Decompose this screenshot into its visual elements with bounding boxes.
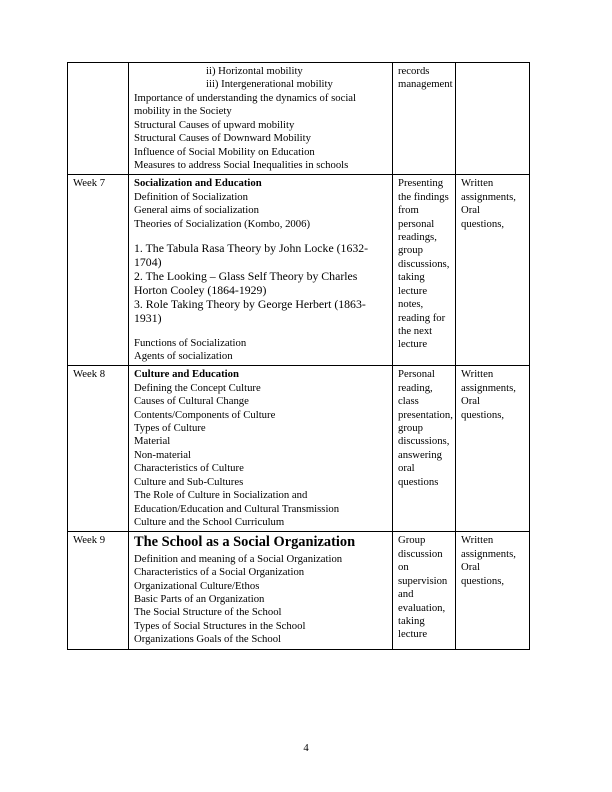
assessment-cell <box>456 175 530 366</box>
topic-cell <box>129 63 393 175</box>
week-label: Week 7 <box>73 177 106 190</box>
topic-heading: Culture and Education <box>134 368 239 381</box>
topic-line: iii) Intergenerational mobility <box>206 78 333 91</box>
activities-text: Personal reading, class presentation, group discussions, answering oral questions <box>398 368 453 488</box>
topic-line: Structural Causes of upward mobility <box>134 118 295 131</box>
activities-text: Group discussion on supervision and evaluation, taking lecture <box>398 534 448 641</box>
assessment-text: Written assignments, Oral questions, <box>461 177 516 230</box>
topic-cell <box>129 366 393 532</box>
theory-item: 3. Role Taking Theory by George Herbert (1863-1931) <box>134 296 366 325</box>
topic-line: Measures to address Social Inequalities in schools <box>134 158 349 171</box>
topic-line: Importance of understanding the dynamics of social mobility in the Society <box>134 91 359 118</box>
topic-line: Culture and the School Curriculum <box>134 515 285 528</box>
activities-cell <box>393 63 456 175</box>
topic-line: Functions of Socialization <box>134 336 247 349</box>
topic-line: Characteristics of a Social Organization <box>134 566 305 579</box>
assessment-cell <box>456 366 530 532</box>
assessment-text: Written assignments, Oral questions, <box>461 534 516 587</box>
topic-line: Culture and Sub-Cultures <box>134 475 244 488</box>
week-cell <box>68 366 129 532</box>
topic-line: Types of Culture <box>134 422 206 435</box>
activities-cell <box>393 366 456 532</box>
topic-line: Types of Social Structures in the School <box>134 619 306 632</box>
topic-line: The Role of Culture in Socialization and Education/Education and Cultural Transmission <box>134 489 340 515</box>
week-cell <box>68 175 129 366</box>
table-row <box>68 366 530 532</box>
page-number: 4 <box>303 742 309 754</box>
topic-line: Definition of Socialization <box>134 190 248 203</box>
activities-cell <box>393 532 456 649</box>
assessment-text: Written assignments, Oral questions, <box>461 368 516 421</box>
activities-cell <box>393 175 456 366</box>
topic-line: Defining the Concept Culture <box>134 381 261 394</box>
topic-line: Organizational Culture/Ethos <box>134 579 260 592</box>
week-label: Week 9 <box>73 534 106 547</box>
topic-line: ii) Horizontal mobility <box>206 65 303 77</box>
week-cell <box>68 532 129 649</box>
topic-heading: The School as a Social Organization <box>134 534 356 551</box>
table-row <box>68 63 530 175</box>
theory-item: 1. The Tabula Rasa Theory by John Locke (1632-1704) <box>134 241 369 269</box>
topic-line: Agents of socialization <box>134 349 233 362</box>
topic-line: Contents/Components of Culture <box>134 408 276 421</box>
topic-line: General aims of socialization <box>134 204 259 217</box>
topic-line: Structural Causes of Downward Mobility <box>134 132 311 145</box>
topic-line: Definition and meaning of a Social Organization <box>134 552 343 565</box>
topic-line: Material <box>134 435 171 448</box>
syllabus-table <box>67 62 530 650</box>
assessment-cell <box>456 532 530 649</box>
topic-line: Organizations Goals of the School <box>134 633 282 646</box>
assessment-cell <box>456 63 530 175</box>
week-label: Week 8 <box>73 368 106 381</box>
week-cell <box>68 63 129 175</box>
topic-line: Theories of Socialization (Kombo, 2006) <box>134 217 311 230</box>
topic-line: Causes of Cultural Change <box>134 395 249 408</box>
blank-line <box>134 326 388 337</box>
topic-line: Non-material <box>134 448 191 461</box>
topic-line: Basic Parts of an Organization <box>134 592 265 605</box>
table-row <box>68 532 530 649</box>
topic-cell <box>129 532 393 649</box>
topic-line: The Social Structure of the School <box>134 606 282 619</box>
table-row <box>68 175 530 366</box>
activities-text: Presenting the findings from personal readings, group discussions, taking lecture notes, reading for the next lecture <box>398 177 450 351</box>
theory-item: 2. The Looking – Glass Self Theory by Charles Horton Cooley (1864-1929) <box>134 268 361 297</box>
topic-heading: Socialization and Education <box>134 177 262 190</box>
topic-line: Characteristics of Culture <box>134 462 244 475</box>
topic-cell <box>129 175 393 366</box>
topic-line: Influence of Social Mobility on Education <box>134 145 315 158</box>
activities-text: records management <box>398 65 453 91</box>
